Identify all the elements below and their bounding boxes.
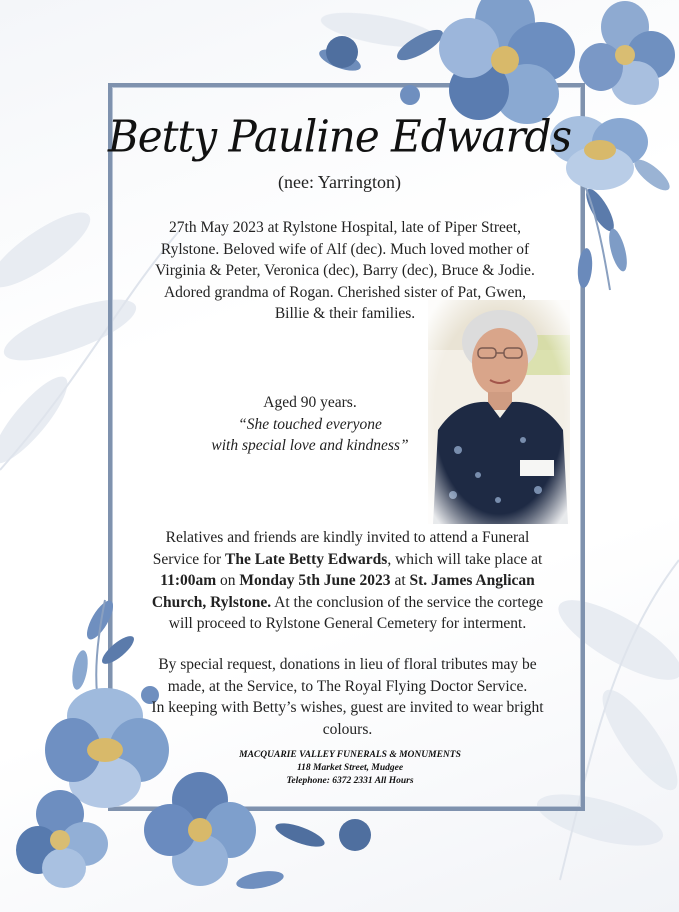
text-line: Church, Rylstone. At the conclusion of the service the cortege: [151, 593, 544, 611]
text-line: Service for The Late Betty Edwards, which will take place at: [152, 550, 543, 568]
director-address: 118 Market Street, Mudgee: [296, 763, 404, 773]
deceased-name-title: Betty Pauline Edwards: [107, 110, 572, 163]
text-line: Adored grandma of Rogan. Cherished sister of Pat, Gwen,: [163, 283, 527, 301]
text-line: By special request, donations in lieu of floral tributes may be: [158, 656, 537, 673]
text-line: Rylstone. Beloved wife of Alf (dec). Much loved mother of: [160, 240, 530, 258]
age-and-tribute: [160, 392, 460, 457]
tribute-quote-line: with special love and kindness”: [211, 437, 409, 454]
text-line: 27th May 2023 at Rylstone Hospital, late of Piper Street,: [169, 219, 521, 236]
director-phone: Telephone: 6372 2331 All Hours: [286, 776, 414, 786]
text-line: will proceed to Rylstone General Cemetery for interment.: [168, 615, 527, 632]
text-line: colours.: [322, 720, 373, 738]
text-line: Billie & their families.: [274, 305, 416, 322]
age-text: Aged 90 years.: [263, 394, 357, 411]
funeral-service-paragraph: [115, 527, 580, 635]
text-line: Virginia & Peter, Veronica (dec), Barry (dec), Bruce & Jodie.: [155, 262, 535, 279]
maiden-name: (nee: Yarrington): [278, 172, 401, 192]
text-line: Relatives and friends are kindly invited to attend a Funeral: [165, 529, 530, 546]
tribute-quote-line: “She touched everyone: [238, 415, 382, 433]
text-line: In keeping with Betty’s wishes, guest are invited to wear bright: [151, 699, 544, 716]
service-venue-cont: Church, Rylstone.: [151, 593, 272, 611]
service-time: 11:00am: [160, 572, 217, 589]
service-name: The Late Betty Edwards: [225, 550, 388, 568]
service-date: Monday 5th June 2023: [239, 572, 391, 589]
service-venue: St. James Anglican: [409, 572, 535, 589]
funeral-director-details: [130, 749, 570, 788]
donations-paragraph: [115, 654, 580, 740]
text-line: made, at the Service, to The Royal Flying Doctor Service.: [167, 677, 528, 695]
text-line: 11:00am on Monday 5th June 2023 at St. James Anglican: [160, 572, 535, 589]
director-name: MACQUARIE VALLEY FUNERALS & MONUMENTS: [239, 750, 461, 760]
